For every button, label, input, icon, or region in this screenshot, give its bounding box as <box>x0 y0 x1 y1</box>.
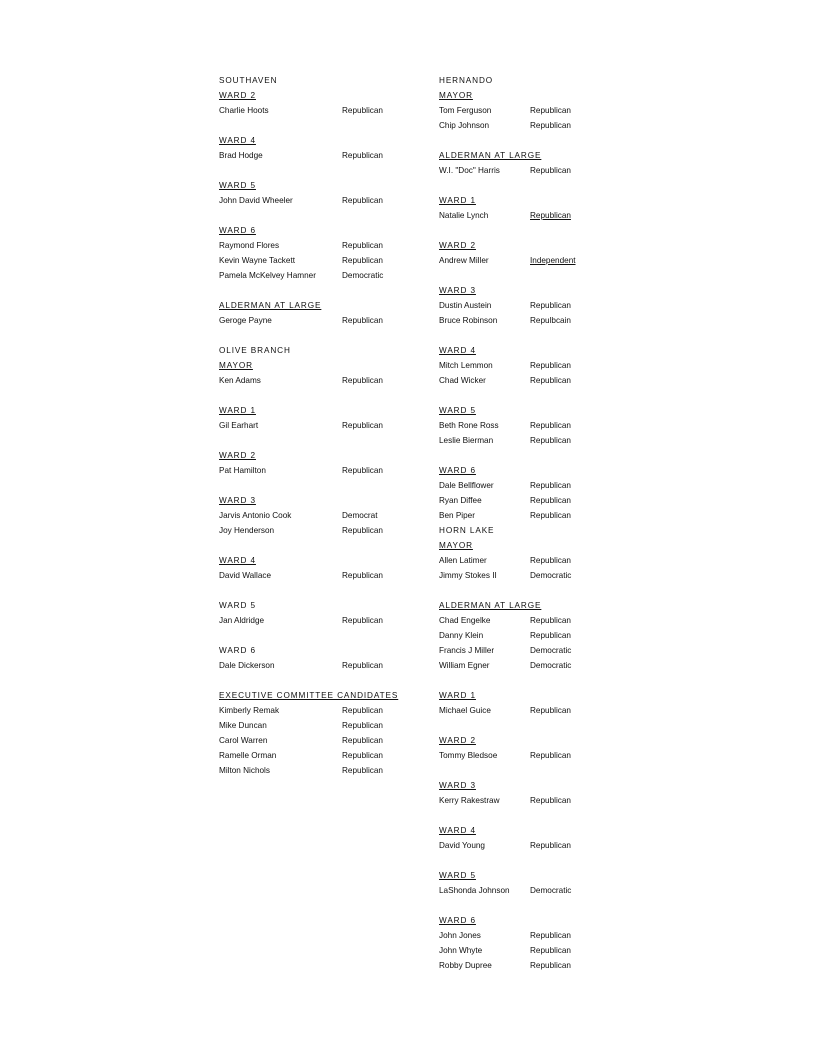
candidate-name: Chip Johnson <box>439 121 490 130</box>
candidate-party: Democratic <box>530 661 572 670</box>
office-title: WARD 3 <box>219 496 256 505</box>
candidate-row <box>439 928 619 943</box>
city-heading <box>219 73 419 88</box>
candidate-row <box>439 103 619 118</box>
office-title: WARD 1 <box>439 196 476 205</box>
candidate-row <box>439 208 619 223</box>
candidate-name: Kevin Wayne Tackett <box>219 256 295 265</box>
office-heading <box>219 643 419 658</box>
office-heading <box>219 223 419 238</box>
candidate-row <box>219 373 419 388</box>
office-heading <box>219 178 419 193</box>
candidate-party: Republican <box>530 166 571 175</box>
candidate-party: Republican <box>530 931 571 940</box>
office-title: WARD 6 <box>219 226 256 235</box>
candidate-party: Democratic <box>530 886 572 895</box>
office-heading <box>439 778 619 793</box>
blank-line <box>219 118 419 133</box>
candidate-name: Milton Nichols <box>219 766 270 775</box>
candidate-row <box>439 883 619 898</box>
candidate-name: Andrew Miller <box>439 256 489 265</box>
blank-line <box>219 583 419 598</box>
candidate-name: Brad Hodge <box>219 151 263 160</box>
candidate-party: Republican <box>342 526 383 535</box>
blank-line <box>439 583 619 598</box>
candidate-name: Kimberly Remak <box>219 706 280 715</box>
candidate-name: Kerry Rakestraw <box>439 796 500 805</box>
candidate-name: Chad Wicker <box>439 376 486 385</box>
candidate-row <box>439 643 619 658</box>
candidate-name: Natalie Lynch <box>439 211 489 220</box>
candidate-party: Republican <box>530 616 571 625</box>
office-heading <box>439 343 619 358</box>
office-title: WARD 2 <box>439 241 476 250</box>
candidate-row <box>439 958 619 973</box>
candidate-name: Beth Rone Ross <box>439 421 499 430</box>
candidate-party: Republican <box>530 376 571 385</box>
candidate-row <box>439 253 619 268</box>
blank-line <box>219 163 419 178</box>
candidate-name: Jarvis Antonio Cook <box>219 511 292 520</box>
candidate-party: Republican <box>530 751 571 760</box>
candidate-party: Republican <box>530 946 571 955</box>
candidate-row <box>439 358 619 373</box>
office-title: WARD 5 <box>439 871 476 880</box>
office-title: EXECUTIVE COMMITTEE CANDIDATES <box>219 691 399 700</box>
blank-line <box>439 673 619 688</box>
candidate-row <box>439 493 619 508</box>
candidate-row <box>439 793 619 808</box>
candidate-party: Republican <box>342 466 383 475</box>
office-heading <box>219 403 419 418</box>
candidate-row <box>219 658 419 673</box>
candidate-name: Robby Dupree <box>439 961 492 970</box>
blank-line <box>219 433 419 448</box>
candidate-row <box>219 508 419 523</box>
office-title: WARD 6 <box>439 916 476 925</box>
candidate-row <box>439 508 619 523</box>
candidate-row <box>219 703 419 718</box>
blank-line <box>219 628 419 643</box>
office-heading <box>439 403 619 418</box>
candidate-party: Republican <box>342 376 383 385</box>
candidate-row <box>219 613 419 628</box>
candidate-party: Republican <box>342 316 383 325</box>
blank-line <box>219 283 419 298</box>
candidate-name: Joy Henderson <box>219 526 275 535</box>
blank-line <box>439 898 619 913</box>
candidate-name: Dustin Austein <box>439 301 492 310</box>
candidate-row <box>219 568 419 583</box>
candidate-row <box>219 103 419 118</box>
candidate-name: Michael Guice <box>439 706 491 715</box>
candidate-row <box>219 718 419 733</box>
candidate-name: John Jones <box>439 931 481 940</box>
candidate-row <box>219 748 419 763</box>
office-title: WARD 2 <box>219 451 256 460</box>
office-title: WARD 4 <box>439 826 476 835</box>
candidate-party: Republican <box>342 616 383 625</box>
candidate-name: Chad Engelke <box>439 616 491 625</box>
candidate-party: Republican <box>342 151 383 160</box>
office-title: WARD 6 <box>439 466 476 475</box>
office-title: WARD 2 <box>219 91 256 100</box>
candidate-party: Republican <box>530 961 571 970</box>
office-title: WARD 4 <box>439 346 476 355</box>
office-title: WARD 5 <box>439 406 476 415</box>
left-column <box>219 73 419 778</box>
blank-line <box>219 208 419 223</box>
office-title: WARD 6 <box>219 646 256 655</box>
candidate-name: Tom Ferguson <box>439 106 492 115</box>
office-heading <box>219 448 419 463</box>
candidate-party: Republican <box>530 301 571 310</box>
office-heading <box>219 358 419 373</box>
candidate-row <box>439 418 619 433</box>
blank-line <box>439 388 619 403</box>
office-heading <box>439 88 619 103</box>
office-title: WARD 2 <box>439 736 476 745</box>
candidate-name: Pat Hamilton <box>219 466 266 475</box>
candidate-party: Republican <box>530 556 571 565</box>
blank-line <box>219 538 419 553</box>
blank-line <box>439 808 619 823</box>
candidate-name: W.I. "Doc" Harris <box>439 166 500 175</box>
candidate-party: Republican <box>342 196 383 205</box>
candidate-row <box>219 523 419 538</box>
city-name: HERNANDO <box>439 76 494 85</box>
candidate-row <box>439 433 619 448</box>
blank-line <box>219 478 419 493</box>
blank-line <box>439 853 619 868</box>
candidate-party: Republican <box>342 256 383 265</box>
office-title: ALDERMAN AT LARGE <box>439 151 542 160</box>
office-title: WARD 5 <box>219 601 256 610</box>
candidate-party: Republican <box>342 766 383 775</box>
blank-line <box>439 223 619 238</box>
candidate-name: Tommy Bledsoe <box>439 751 498 760</box>
candidate-row <box>439 478 619 493</box>
candidate-party: Republican <box>342 661 383 670</box>
office-heading <box>439 148 619 163</box>
candidate-party: Republican <box>530 361 571 370</box>
candidate-name: Ramelle Orman <box>219 751 277 760</box>
candidate-row <box>439 568 619 583</box>
candidate-row <box>439 628 619 643</box>
candidate-name: John David Wheeler <box>219 196 293 205</box>
office-heading <box>439 193 619 208</box>
candidate-name: LaShonda Johnson <box>439 886 510 895</box>
office-heading <box>439 598 619 613</box>
office-title: WARD 5 <box>219 181 256 190</box>
candidate-party: Republican <box>342 736 383 745</box>
blank-line <box>439 178 619 193</box>
candidate-name: Carol Warren <box>219 736 268 745</box>
office-title: WARD 4 <box>219 556 256 565</box>
candidate-name: Leslie Bierman <box>439 436 494 445</box>
candidate-row <box>439 163 619 178</box>
candidate-name: Gil Earhart <box>219 421 259 430</box>
office-heading <box>219 598 419 613</box>
office-heading <box>219 688 419 703</box>
candidate-party: Republican <box>342 721 383 730</box>
candidate-row <box>219 418 419 433</box>
office-heading <box>219 298 419 313</box>
candidate-name: Mitch Lemmon <box>439 361 493 370</box>
office-heading <box>439 463 619 478</box>
candidate-name: Allen Latimer <box>439 556 487 565</box>
candidate-row <box>439 658 619 673</box>
candidate-party: Republican <box>342 751 383 760</box>
candidate-name: Geroge Payne <box>219 316 272 325</box>
office-heading <box>439 238 619 253</box>
office-title: WARD 3 <box>439 781 476 790</box>
candidate-name: Raymond Flores <box>219 241 280 250</box>
candidate-row <box>219 193 419 208</box>
blank-line <box>439 328 619 343</box>
candidate-party: Republican <box>530 211 571 220</box>
office-heading <box>219 553 419 568</box>
candidate-party: Republican <box>530 481 571 490</box>
blank-line <box>439 763 619 778</box>
candidate-name: Dale Bellflower <box>439 481 494 490</box>
office-heading <box>439 913 619 928</box>
city-heading <box>439 73 619 88</box>
candidate-row <box>219 268 419 283</box>
candidate-row <box>439 373 619 388</box>
office-title: WARD 3 <box>439 286 476 295</box>
candidate-party: Republican <box>342 706 383 715</box>
candidate-row <box>439 118 619 133</box>
candidate-name: Jimmy Stokes II <box>439 571 497 580</box>
candidate-row <box>219 238 419 253</box>
candidate-party: Republican <box>530 421 571 430</box>
blank-line <box>439 133 619 148</box>
city-name: OLIVE BRANCH <box>219 346 291 355</box>
candidate-name: Ryan Diffee <box>439 496 482 505</box>
candidate-party: Democratic <box>530 571 572 580</box>
candidate-party: Democratic <box>342 271 384 280</box>
candidate-name: Ben Piper <box>439 511 475 520</box>
candidate-row <box>439 943 619 958</box>
candidate-party: Republican <box>530 511 571 520</box>
candidate-name: Charlie Hoots <box>219 106 269 115</box>
candidate-row <box>219 463 419 478</box>
office-title: WARD 1 <box>219 406 256 415</box>
candidate-party: Repulbcain <box>530 316 571 325</box>
candidate-name: Mike Duncan <box>219 721 267 730</box>
office-heading <box>439 688 619 703</box>
candidate-row <box>439 703 619 718</box>
office-title: WARD 1 <box>439 691 476 700</box>
office-heading <box>439 868 619 883</box>
candidate-row <box>439 553 619 568</box>
blank-line <box>219 388 419 403</box>
candidate-row <box>439 748 619 763</box>
office-heading <box>439 283 619 298</box>
candidate-party: Democratic <box>530 646 572 655</box>
candidate-name: Jan Aldridge <box>219 616 265 625</box>
candidate-name: John Whyte <box>439 946 483 955</box>
candidate-name: David Young <box>439 841 485 850</box>
candidate-party: Republican <box>342 571 383 580</box>
candidate-row <box>219 763 419 778</box>
candidate-row <box>439 613 619 628</box>
candidate-party: Republican <box>530 121 571 130</box>
office-heading <box>439 823 619 838</box>
city-heading <box>219 343 419 358</box>
candidate-name: Pamela McKelvey Hamner <box>219 271 316 280</box>
office-heading <box>439 538 619 553</box>
candidate-name: William Egner <box>439 661 490 670</box>
candidate-party: Republican <box>530 841 571 850</box>
office-title: ALDERMAN AT LARGE <box>439 601 542 610</box>
candidate-name: Dale Dickerson <box>219 661 275 670</box>
office-title: WARD 4 <box>219 136 256 145</box>
office-title: MAYOR <box>439 541 473 550</box>
office-title: MAYOR <box>439 91 473 100</box>
candidate-name: Bruce Robinson <box>439 316 498 325</box>
candidate-party: Republican <box>342 106 383 115</box>
city-heading <box>439 523 619 538</box>
candidate-row <box>219 313 419 328</box>
blank-line <box>439 268 619 283</box>
candidate-party: Republican <box>530 706 571 715</box>
blank-line <box>219 328 419 343</box>
candidate-party: Democrat <box>342 511 378 520</box>
blank-line <box>439 718 619 733</box>
candidate-row <box>219 733 419 748</box>
candidate-party: Republican <box>530 496 571 505</box>
candidate-row <box>439 838 619 853</box>
candidate-party: Republican <box>342 241 383 250</box>
candidate-party: Republican <box>342 421 383 430</box>
candidate-name: Francis J Miller <box>439 646 495 655</box>
candidate-row <box>439 298 619 313</box>
candidate-row <box>439 313 619 328</box>
blank-line <box>219 673 419 688</box>
city-name: HORN LAKE <box>439 526 495 535</box>
right-column <box>439 73 619 973</box>
office-heading <box>439 733 619 748</box>
candidate-name: Danny Klein <box>439 631 484 640</box>
office-title: MAYOR <box>219 361 253 370</box>
candidate-row <box>219 148 419 163</box>
candidate-name: David Wallace <box>219 571 272 580</box>
candidate-party: Republican <box>530 436 571 445</box>
blank-line <box>439 448 619 463</box>
office-title: ALDERMAN AT LARGE <box>219 301 322 310</box>
candidate-party: Republican <box>530 106 571 115</box>
office-heading <box>219 133 419 148</box>
candidate-party: Republican <box>530 796 571 805</box>
office-heading <box>219 493 419 508</box>
office-heading <box>219 88 419 103</box>
candidate-row <box>219 253 419 268</box>
candidate-name: Ken Adams <box>219 376 261 385</box>
candidate-party: Independent <box>530 256 576 265</box>
city-name: SOUTHAVEN <box>219 76 278 85</box>
candidate-party: Republican <box>530 631 571 640</box>
